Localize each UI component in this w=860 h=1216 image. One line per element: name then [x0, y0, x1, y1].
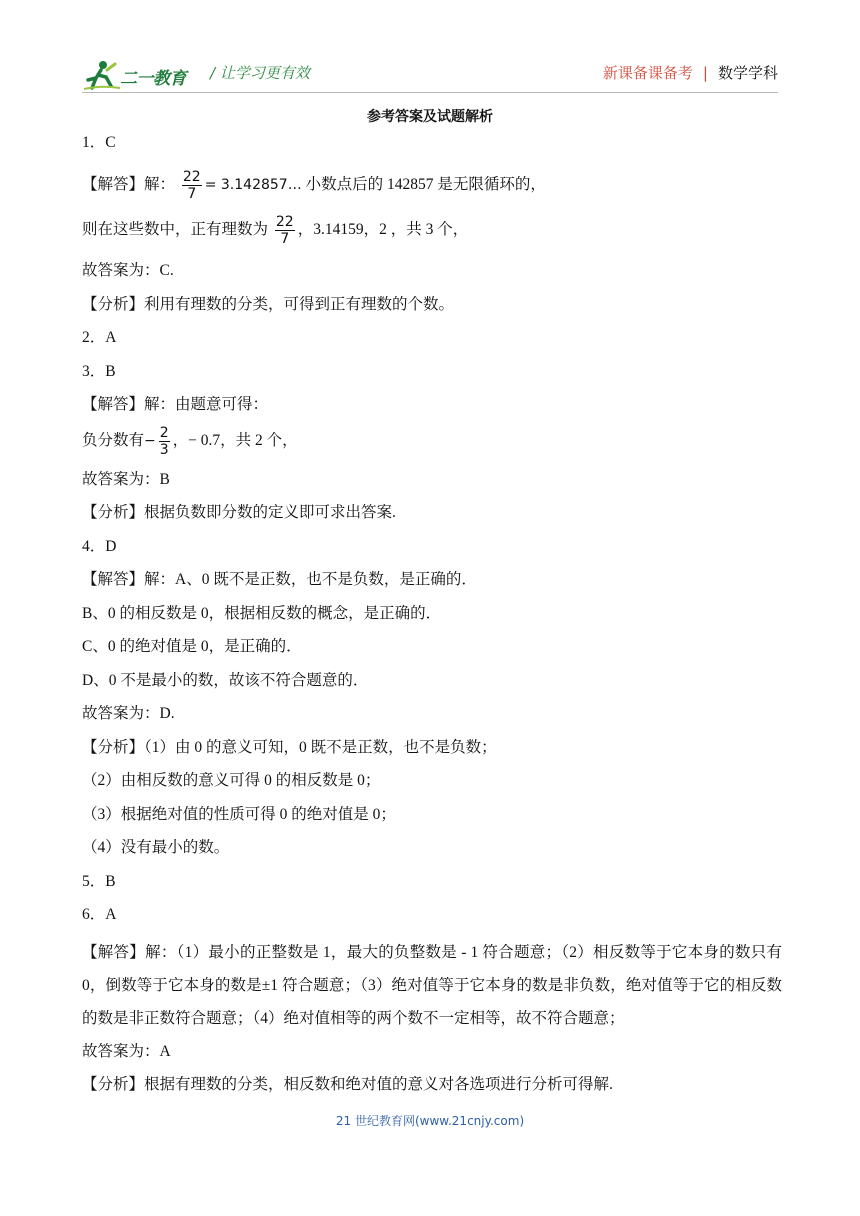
q4-analysis-line4: （4）没有最小的数。: [82, 839, 230, 856]
q1-line1-text: 小数点后的 142857 是无限循环的，: [301, 176, 546, 194]
q3-solution-line2: [82, 426, 782, 457]
q2-heading: 2．A: [82, 329, 117, 346]
q3-line2-tail: ，− 0.7，共 2 个，: [172, 431, 298, 449]
q4-solution-line3: C、0 的绝对值是 0，是正确的．: [82, 638, 302, 655]
fraction-22-7: [182, 170, 202, 201]
q1-line2-tail: ，3.14159，2 ，共 3 个，: [297, 221, 469, 239]
q3-line2-text: 负分数有: [82, 431, 145, 449]
page-header: [82, 52, 778, 92]
q6-solution: 【解答】解：（1）最小的正整数是 1，最大的负整数是 - 1 符合题意；（2）相反数等于它本身的数只有 0，倒数等于它本身的数是±1 符合题意；（3）绝对值等于它本身的数是非负数，绝对值等于它的相反数的数是非正数符合题意；（4）绝对值相等的两个数不一定相等，故不符合题意；: [82, 943, 782, 1027]
q3-answer: 故答案为：B: [82, 470, 170, 488]
q1-line2-text: 则在这些数中，正有理数为: [82, 221, 269, 239]
fraction-22-7: [275, 215, 295, 246]
q4-analysis-line3: （3）根据绝对值的性质可得 0 的绝对值是 0；: [82, 805, 396, 823]
fraction-numerator: 22: [275, 214, 294, 230]
fraction-numerator: 22: [182, 169, 201, 185]
logo: [82, 58, 192, 92]
q4-heading: 4．D: [82, 537, 117, 555]
header-subject-label: 数学学科: [717, 64, 778, 82]
q1-answer: 故答案为：C.: [82, 262, 174, 279]
q6-answer: 故答案为：A: [82, 1042, 171, 1060]
q4-analysis-line1: 【分析】（1）由 0 的意义可知，0 既不是正数，也不是负数；: [82, 738, 497, 756]
q6-heading: 6．A: [82, 906, 117, 923]
fraction-denominator: 7: [187, 186, 197, 202]
header-separator: |: [702, 64, 708, 82]
q3-solution-line1: 【解答】解：由题意可得：: [82, 396, 269, 413]
equation-value: = 3.142857…: [204, 177, 302, 194]
q4-solution-line4: D、0 不是最小的数，故该不符合题意的．: [82, 671, 369, 689]
q1-heading: 1．C: [82, 134, 116, 151]
fraction-numerator: 2: [159, 424, 169, 441]
q4-solution-line2: B、0 的相反数是 0，根据相反数的概念，是正确的．: [82, 604, 442, 622]
fraction-denominator: 3: [159, 441, 169, 458]
answer-content: [82, 130, 782, 1106]
slogan: / 让学习更有效: [210, 64, 310, 82]
q1-solution-line1: [82, 170, 782, 201]
q4-solution-line1: 【解答】解：A、0 既不是正数，也不是负数，是正确的．: [82, 571, 477, 588]
page-footer: 21 世纪教育网(www.21cnjy.com): [335, 1114, 525, 1128]
q3-heading: 3．B: [82, 362, 116, 380]
header-course-label: 新课备课备考: [602, 64, 693, 82]
q4-analysis-line2: （2）由相反数的意义可得 0 的相反数是 0；: [82, 772, 381, 789]
page-title: 参考答案及试题解析: [367, 109, 493, 125]
logo-text: 二一教育: [120, 69, 186, 89]
q4-answer: 故答案为：D.: [82, 705, 175, 722]
fraction-denominator: 7: [280, 231, 290, 247]
header-subject: [603, 62, 778, 83]
header-divider: [82, 92, 778, 93]
q3-analysis: 【分析】根据负数即分数的定义即可求出答案.: [82, 504, 396, 521]
runner-logo-icon: [82, 58, 122, 92]
solution-label: 【解答】解：: [82, 176, 176, 194]
fraction-2-3: [159, 426, 170, 457]
q5-heading: 5．B: [82, 872, 116, 890]
q1-analysis: 【分析】利用有理数的分类，可得到正有理数的个数。: [82, 295, 455, 313]
q6-analysis: 【分析】根据有理数的分类，相反数和绝对值的意义对各选项进行分析可得解.: [82, 1076, 613, 1093]
minus-sign: −: [144, 432, 156, 449]
q1-solution-line2: [82, 215, 782, 246]
